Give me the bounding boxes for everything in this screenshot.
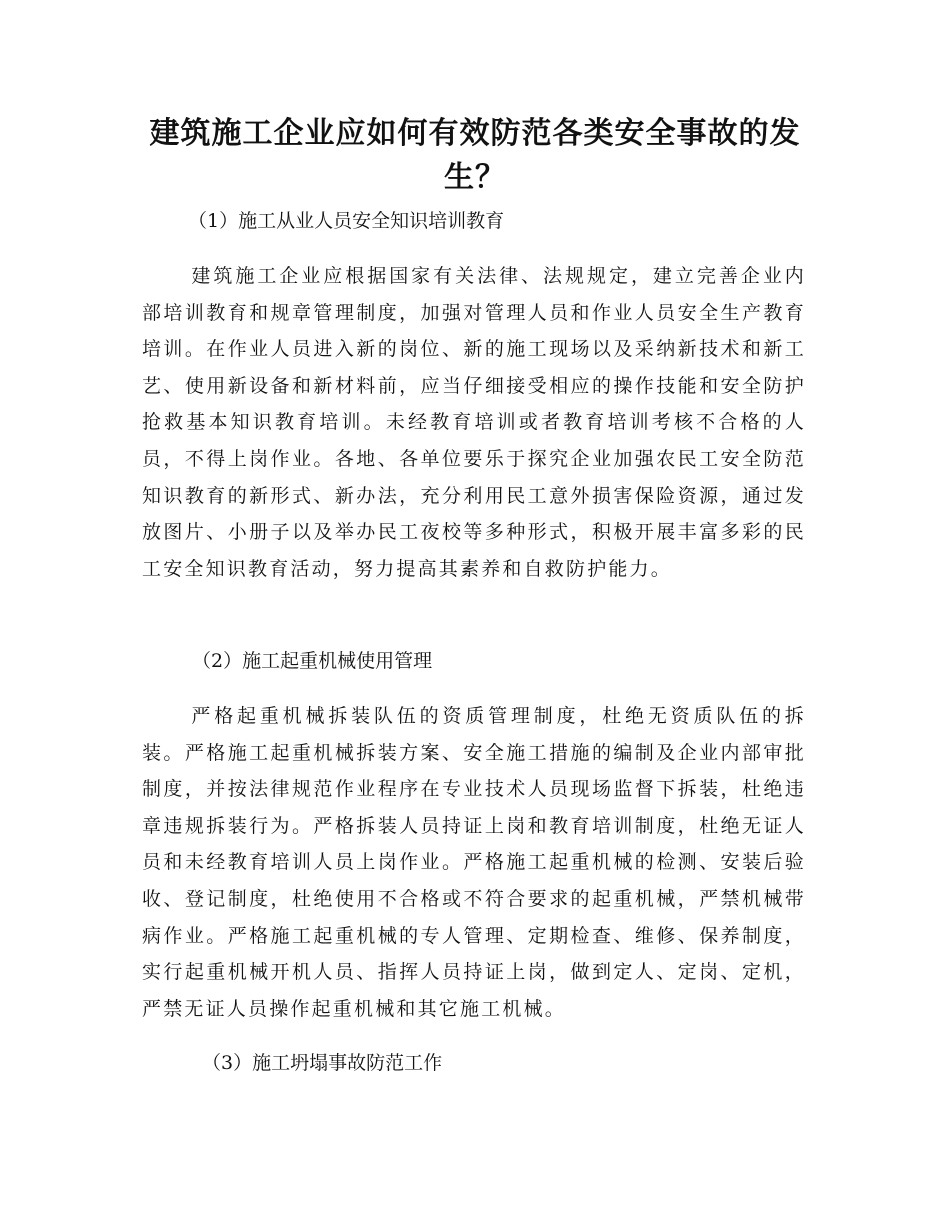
section-heading-2: （2）施工起重机械使用管理 <box>192 650 433 672</box>
document-title: 建筑施工企业应如何有效防范各类安全事故的发生？ <box>149 116 801 195</box>
section-paragraph-2: 严格起重机械拆装队伍的资质管理制度，杜绝无资质队伍的拆装。严格施工起重机械拆装方案、安全施工措施的编制及企业内部审批制度，并按法律规范作业程序在专业技术人员现场监督下拆装，杜绝违章违规拆装行为。严格拆装人员持证上岗和教育培训制度，杜绝无证人员和未经教育培训人员上岗作业。严格施工起重机械的检测、安装后验收、登记制度，杜绝使用不合格或不符合要求的起重机械，严禁机械带病作业。严格施工起重机械的专人管理、定期检查、维修、保养制度，实行起重机械开机人员、指挥人员持证上岗，做到定人、定岗、定机，严禁无证人员操作起重机械和其它施工机械。 <box>142 705 806 1020</box>
section-heading-1: （1）施工从业人员安全知识培训教育 <box>188 210 505 232</box>
section-heading-3: （3）施工坍塌事故防范工作 <box>202 1052 443 1074</box>
section-paragraph-1: 建筑施工企业应根据国家有关法律、法规规定，建立完善企业内部培训教育和规章管理制度，加强对管理人员和作业人员安全生产教育培训。在作业人员进入新的岗位、新的施工现场以及采纳新技术和新工艺、使用新设备和新材料前，应当仔细接受相应的操作技能和安全防护抢救基本知识教育培训。未经教育培训或者教育培训考核不合格的人员，不得上岗作业。各地、各单位要乐于探究企业加强农民工安全防范知识教育的新形式、新办法，充分利用民工意外损害保险资源，通过发放图片、小册子以及举办民工夜校等多种形式，积极开展丰富多彩的民工安全知识教育活动，努力提高其素养和自救防护能力。 <box>142 265 806 580</box>
